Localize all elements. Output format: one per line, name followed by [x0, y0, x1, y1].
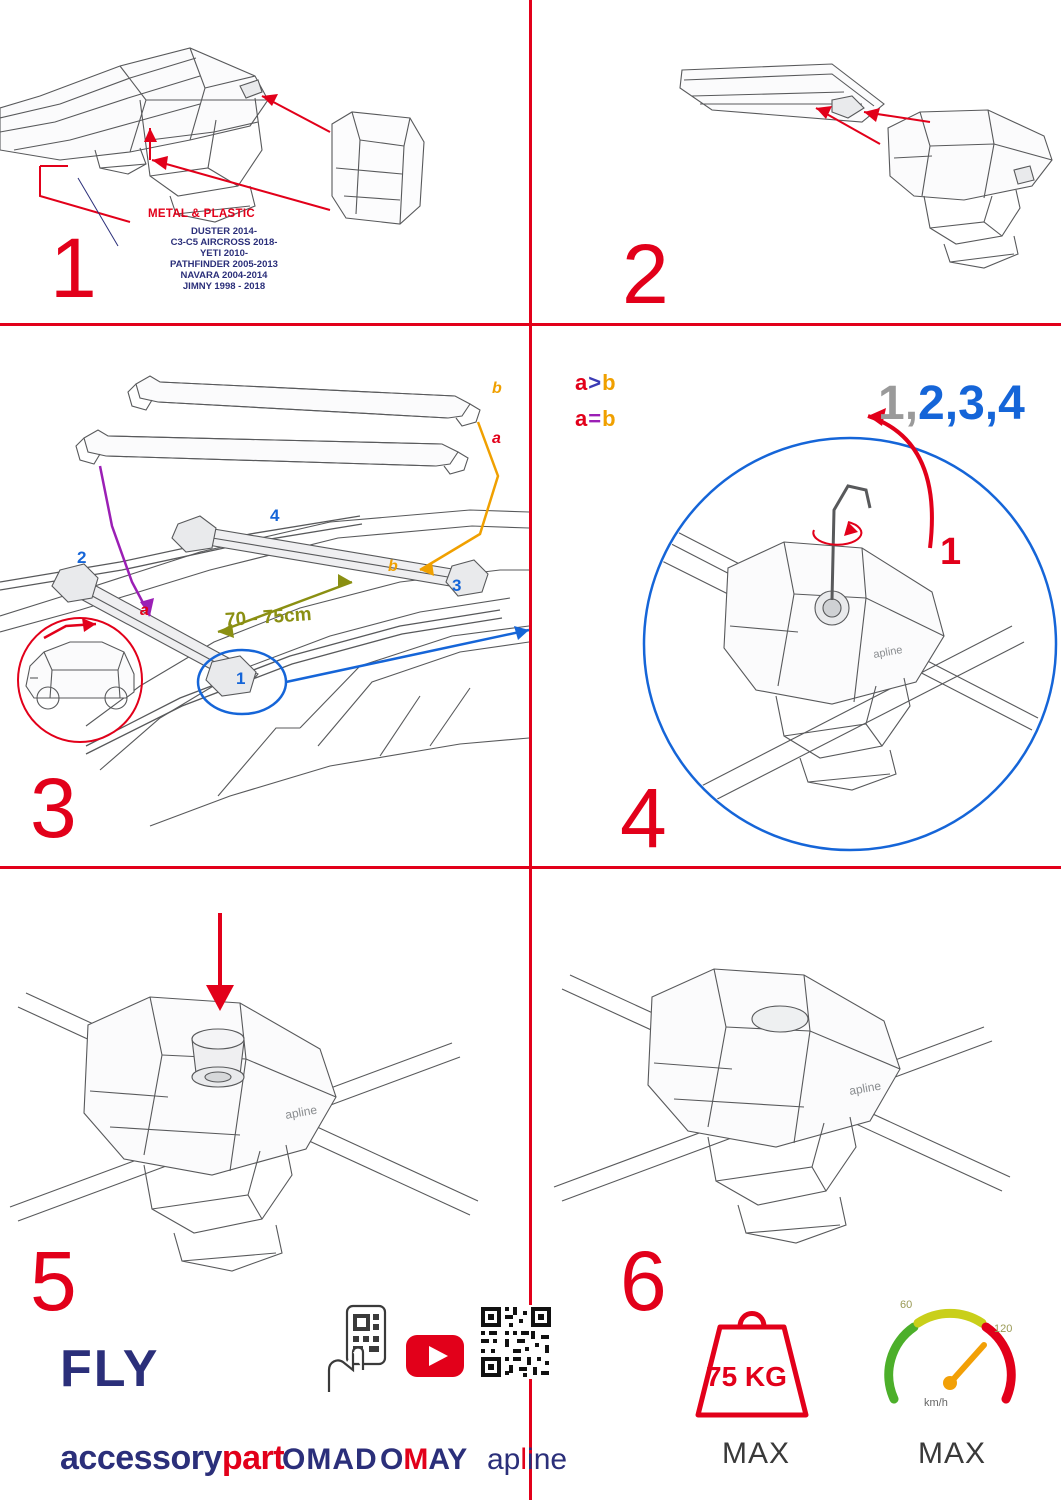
label-mid-a: a: [140, 602, 149, 619]
panel-step-1: [0, 0, 529, 323]
gauge-high-label: 120: [994, 1323, 1013, 1335]
weight-max-label: MAX: [722, 1437, 791, 1470]
step-number-3: 3: [30, 761, 75, 855]
vehicle-item: PATHFINDER 2005-2013: [170, 259, 278, 270]
distance-label: 70 - 75cm: [224, 604, 313, 631]
youtube-icon[interactable]: [406, 1335, 464, 1377]
step-number-5: 5: [30, 1234, 75, 1328]
hand-holding-phone-qr-icon: [325, 1304, 395, 1394]
label-bar-number-3: 3: [452, 576, 462, 595]
step5-illustration: [0, 869, 529, 1289]
legend-a-gt-b: a>b: [575, 370, 617, 395]
omay-m: M: [403, 1443, 429, 1476]
apline-l: l: [520, 1443, 528, 1476]
step-number-2: 2: [622, 227, 667, 321]
panel-step-4: [532, 326, 1061, 866]
gauge-low-label: 60: [900, 1299, 913, 1311]
omad-logo: OMAD: [282, 1443, 378, 1476]
svg-text:apline: apline: [872, 644, 904, 661]
weight-value: 75 KG: [706, 1361, 787, 1392]
vehicle-item: JIMNY 1998 - 2018: [182, 281, 266, 292]
order-label-blue: 2,3,4: [918, 377, 1025, 430]
vehicle-item: DUSTER 2014-: [191, 226, 257, 237]
step3-illustration: [0, 326, 529, 866]
label-mid-b: b: [388, 558, 398, 575]
apline-ap: ap: [487, 1443, 521, 1476]
step6-illustration: [532, 869, 1061, 1289]
panel-step-2: [532, 0, 1061, 323]
vehicle-item: NAVARA 2004-2014: [180, 270, 268, 281]
accessorypart-logo: [60, 1439, 284, 1478]
step4-callout-1: 1: [940, 531, 962, 573]
omay-logo: [380, 1443, 467, 1477]
accessorypart-part: part: [221, 1439, 285, 1477]
legend-a-eq-b: a=b: [575, 406, 617, 431]
speed-unit-label: km/h: [924, 1397, 948, 1409]
step-number-4: 4: [620, 771, 665, 865]
label-bar-number-4: 4: [270, 506, 280, 525]
label-bar-number-2: 2: [77, 548, 87, 567]
omay-ay: AY: [428, 1443, 468, 1476]
fly-logo: FLY: [60, 1340, 160, 1398]
step-number-6: 6: [620, 1234, 665, 1328]
speed-max-label: MAX: [918, 1437, 987, 1470]
label-bar-a-bottom: a: [492, 430, 501, 447]
metal-plastic-title: METAL & PLASTIC: [148, 208, 255, 220]
omay-o: O: [380, 1443, 404, 1476]
panel-step-6: [532, 869, 1061, 1500]
panel-step-5: [0, 869, 568, 1500]
step2-illustration: [532, 0, 1061, 323]
svg-text:apline: apline: [284, 1102, 319, 1122]
svg-text:apline: apline: [848, 1078, 883, 1098]
apline-ine: ine: [527, 1443, 568, 1476]
speedometer-icon: [878, 1297, 1022, 1427]
label-bar-b-top: b: [492, 380, 502, 397]
accessorypart-accessory: accessory: [60, 1439, 222, 1477]
vehicle-item: YETI 2010-: [199, 248, 249, 259]
panel-step-3: [0, 326, 529, 866]
step-number-1: 1: [50, 221, 95, 315]
label-bar-number-1: 1: [236, 669, 246, 688]
order-label: [878, 376, 1025, 431]
vehicle-item: C3-C5 AIRCROSS 2018-: [170, 237, 278, 248]
order-label-grey: 1,: [878, 377, 919, 430]
